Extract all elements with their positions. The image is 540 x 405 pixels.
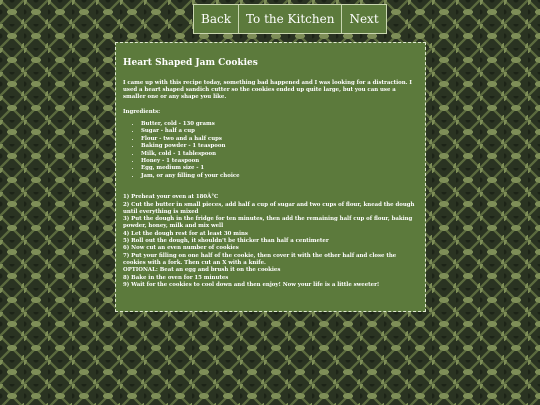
recipe-step: 1) Preheat your oven at 180Â°C [123,194,219,201]
recipe-step: 5) Roll out the dough, it shouldn't be thicker than half a centimeter [123,238,329,245]
ingredient-item: • Baking powder - 1 teaspoon [141,143,419,150]
ingredient-item: • Honey - 1 teaspoon [141,158,419,165]
recipe-step: OPTIONAL: Beat an egg and brush it on the cookies [123,267,281,274]
recipe-panel [115,42,426,312]
back-button[interactable]: Back [201,12,231,26]
ingredient-item: • Flour - two and a half cups [141,136,419,143]
recipe-step: 7) Put your filling on one half of the cookie, then cover it with the other half and close the cookies with a fork. Then cut an X with a knife. [123,252,397,266]
recipe-step: 3) Put the dough in the fridge for ten minutes, then add the remaining half cup of flour, baking powder, honey, milk and mix well [123,216,413,230]
recipe-step: 2) Cut the butter in small pieces, add half a cup of sugar and two cups of flour, knead the dough until everything is mixed [123,201,415,215]
ingredient-item: • Egg, medium size - 1 [141,165,419,172]
ingredient-item: • Butter, cold - 130 grams [141,121,419,128]
ingredient-item: • Jam, or any filling of your choice [141,173,419,180]
recipe-steps [123,194,419,289]
to-the-kitchen-button[interactable]: To the Kitchen [245,12,335,26]
top-navigation [193,4,387,34]
recipe-title: Heart Shaped Jam Cookies [123,58,258,68]
ingredients-heading: Ingredients: [123,109,161,115]
recipe-step: 6) Now cut an even number of cookies [123,245,239,252]
recipe-step: 9) Wait for the cookies to cool down and then enjoy! Now your life is a little sweeter! [123,281,380,288]
ingredient-item: • Milk, cold - 1 tablespoon [141,151,419,158]
recipe-step: 4) Let the dough rest for at least 30 mins [123,230,248,237]
ingredients-list [123,121,419,180]
recipe-step: 8) Bake in the oven for 15 minutes [123,274,229,281]
next-button[interactable]: Next [349,12,379,26]
ingredient-item: • Sugar - half a cup [141,128,419,135]
recipe-intro: I came up with this recipe today, something bad happened and I was looking for a distraction. I used a heart shaped sandich cutter so the cookies ended up quite large, but you can use a smaller one or any shape you like. [123,80,412,100]
